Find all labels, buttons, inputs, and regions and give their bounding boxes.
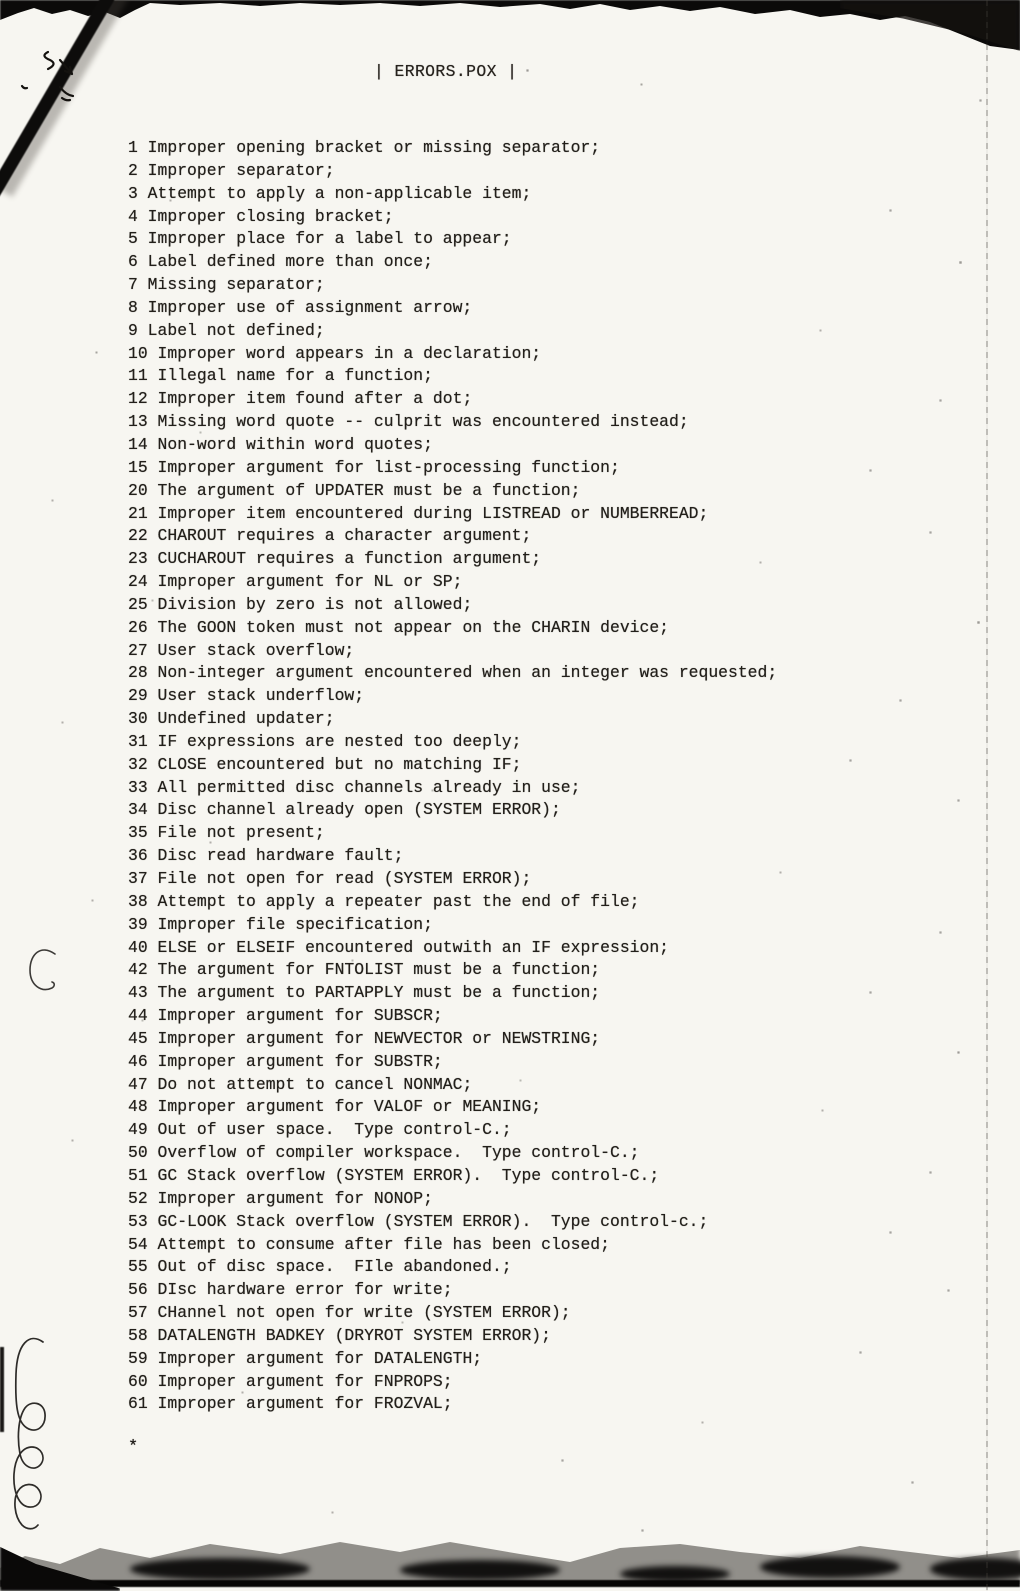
error-number: 14 [128,434,148,454]
scan-smudge [400,1560,560,1580]
error-text: Improper item encountered during LISTREAD or NUMBERREAD; [147,503,709,523]
error-number: 7 [128,275,138,295]
error-line [128,1256,888,1279]
error-text: Label not defined; [137,320,325,340]
error-line [128,137,888,160]
error-number: 57 [128,1303,148,1323]
error-line [128,685,888,708]
error-line [128,640,888,663]
error-number: 6 [128,252,138,272]
error-number: 29 [128,686,148,706]
error-text: DIsc hardware error for write; [147,1280,453,1300]
scan-smudge [620,1566,730,1582]
scan-smudge [130,1558,310,1580]
error-text: The argument of UPDATER must be a function; [147,480,581,500]
error-line [128,1028,888,1051]
error-text: Improper argument for SUBSCR; [147,1006,443,1026]
error-number: 25 [128,594,148,614]
error-number: 30 [128,709,148,729]
error-text: Improper argument for NONOP; [147,1188,433,1208]
error-line [128,1325,888,1348]
error-text: The argument to PARTAPPLY must be a function; [147,983,601,1003]
error-line [128,1051,888,1074]
error-line [128,183,888,206]
error-number: 11 [128,366,148,386]
error-text: Overflow of compiler workspace. Type control-C.; [147,1143,640,1163]
error-line [128,1005,888,1028]
error-line [128,799,888,822]
error-number: 59 [128,1348,148,1368]
error-text: ELSE or ELSEIF encountered outwith an IF expression; [147,937,669,957]
error-number: 27 [128,640,148,660]
error-number: 50 [128,1143,148,1163]
error-number: 20 [128,480,148,500]
error-text: Attempt to apply a repeater past the end of file; [147,891,640,911]
pen-scribbles-icon [15,40,105,110]
error-number: 15 [128,457,148,477]
error-number: 3 [128,183,138,203]
error-line [128,1096,888,1119]
error-line [128,1211,888,1234]
scan-artifact-left-edge [0,1347,4,1432]
error-text: Missing word quote -- culprit was encountered instead; [147,412,689,432]
error-number: 22 [128,526,148,546]
error-number: 45 [128,1028,148,1048]
error-text: Out of disc space. FIle abandoned.; [147,1257,512,1277]
error-text: Do not attempt to cancel NONMAC; [147,1074,473,1094]
error-number: 51 [128,1165,148,1185]
error-line [128,982,888,1005]
error-line [128,525,888,548]
error-line [128,594,888,617]
page-title: | ERRORS.POX | [374,62,518,81]
error-list [128,137,888,1416]
error-number: 31 [128,731,148,751]
error-text: Non-word within word quotes; [147,434,433,454]
error-number: 37 [128,869,148,888]
error-number: 5 [128,229,138,249]
error-number: 13 [128,412,148,432]
error-text: All permitted disc channels already in use; [147,777,581,797]
error-line [128,274,888,297]
error-number: 47 [128,1074,148,1094]
error-text: Improper argument for SUBSTR; [147,1051,443,1071]
error-line [128,1119,888,1142]
error-line [128,320,888,343]
error-number: 54 [128,1234,148,1254]
scan-smudge [760,1556,900,1578]
error-number: 10 [128,343,148,363]
error-text: Division by zero is not allowed; [147,594,473,614]
error-number: 39 [128,914,148,934]
scan-artifact-bottom-fuzz [0,1538,1020,1586]
error-line [128,1371,888,1394]
error-line [128,411,888,434]
error-text: Attempt to apply a non-applicable item; [137,183,532,203]
error-number: 4 [128,206,138,226]
error-text: Improper word appears in a declaration; [147,343,542,363]
error-text: Improper argument for DATALENGTH; [147,1348,483,1368]
error-text: Improper argument for FROZVAL; [147,1394,453,1414]
error-line [128,1142,888,1165]
pen-mark-c-icon [25,940,65,1000]
error-line [128,1165,888,1188]
error-number: 38 [128,891,148,911]
error-text: Missing separator; [137,275,325,295]
scan-smudge [930,1558,1020,1580]
error-text: File not present; [147,823,325,843]
error-line [128,1234,888,1257]
error-line [128,160,888,183]
error-number: 8 [128,297,138,317]
error-number: 40 [128,937,148,957]
error-line [128,480,888,503]
error-text: Improper argument for FNPROPS; [147,1371,453,1391]
error-number: 23 [128,549,148,569]
error-text: File not open for read (SYSTEM ERROR); [147,869,532,888]
error-number: 35 [128,823,148,843]
error-text: Improper use of assignment arrow; [137,297,473,317]
error-text: Improper closing bracket; [137,206,394,226]
error-text: Improper place for a label to appear; [137,229,512,249]
error-line [128,434,888,457]
error-text: Disc read hardware fault; [147,846,404,866]
error-text: Improper item found after a dot; [147,389,473,409]
error-number: 53 [128,1211,148,1231]
error-number: 1 [128,138,138,157]
error-text: Non-integer argument encountered when an integer was requested; [147,663,778,683]
error-text: Attempt to consume after file has been closed; [147,1234,610,1254]
error-number: 48 [128,1097,148,1117]
scan-artifact-top-edge [0,0,1020,52]
error-number: 12 [128,389,148,409]
error-text: The argument for FNTOLIST must be a function; [147,960,601,980]
error-text: Illegal name for a function; [147,366,433,386]
error-line [128,959,888,982]
error-text: GC Stack overflow (SYSTEM ERROR). Type control-C.; [147,1165,660,1185]
error-number: 42 [128,960,148,980]
error-line [128,1188,888,1211]
error-text: Improper file specification; [147,914,433,934]
error-number: 56 [128,1280,148,1300]
error-line [128,662,888,685]
error-number: 44 [128,1006,148,1026]
scan-artifact-bottom-left-corner [0,1542,120,1591]
error-line [128,845,888,868]
error-number: 9 [128,320,138,340]
error-text: User stack overflow; [147,640,355,660]
error-text: Improper separator; [137,160,335,180]
error-line [128,891,888,914]
error-text: Improper opening bracket or missing separator; [137,138,601,157]
error-text: CHannel not open for write (SYSTEM ERROR); [147,1303,571,1323]
error-text: IF expressions are nested too deeply; [147,731,522,751]
error-text: Disc channel already open (SYSTEM ERROR); [147,800,561,820]
error-text: Label defined more than once; [137,252,433,272]
error-line [128,708,888,731]
error-line [128,1074,888,1097]
error-number: 2 [128,160,138,180]
error-text: The GOON token must not appear on the CHARIN device; [147,617,669,637]
error-number: 46 [128,1051,148,1071]
error-text: CHAROUT requires a character argument; [147,526,532,546]
error-text: Improper argument for list-processing function; [147,457,620,477]
error-number: 36 [128,846,148,866]
error-number: 55 [128,1257,148,1277]
error-number: 60 [128,1371,148,1391]
scan-noise [0,0,1,1]
error-line [128,297,888,320]
error-number: 26 [128,617,148,637]
error-number: 32 [128,754,148,774]
error-text: User stack underflow; [147,686,365,706]
error-text: CLOSE encountered but no matching IF; [147,754,522,774]
error-line [128,503,888,526]
error-line [128,457,888,480]
error-text: GC-LOOK Stack overflow (SYSTEM ERROR). Type control-c.; [147,1211,709,1231]
error-line [128,571,888,594]
error-number: 21 [128,503,148,523]
error-text: Improper argument for NEWVECTOR or NEWSTRING; [147,1028,601,1048]
error-text: Undefined updater; [147,709,335,729]
error-line [128,822,888,845]
error-text: Out of user space. Type control-C.; [147,1120,512,1140]
error-number: 58 [128,1325,148,1345]
error-number: 33 [128,777,148,797]
paper-edge-line [986,0,988,1591]
error-text: CUCHAROUT requires a function argument; [147,549,542,569]
pen-doodle-spiral-icon [5,1330,75,1540]
error-line [128,1348,888,1371]
error-line [128,1279,888,1302]
error-number: 49 [128,1120,148,1140]
error-number: 28 [128,663,148,683]
error-number: 43 [128,983,148,1003]
error-line [128,617,888,640]
error-line [128,1393,888,1416]
error-line [128,365,888,388]
error-line [128,937,888,960]
error-number: 24 [128,572,148,592]
error-line [128,251,888,274]
error-line [128,206,888,229]
error-line [128,388,888,411]
footer-asterisk: * [128,1438,139,1457]
error-line [128,868,888,891]
error-number: 61 [128,1394,148,1414]
error-line [128,731,888,754]
error-line [128,228,888,251]
error-line [128,914,888,937]
scan-artifact-top-right-corner [840,0,1020,58]
error-line [128,777,888,800]
error-text: Improper argument for VALOF or MEANING; [147,1097,542,1117]
error-text: DATALENGTH BADKEY (DRYROT SYSTEM ERROR); [147,1325,551,1345]
scan-artifact-bottom-edge [0,1580,1020,1587]
error-text: Improper argument for NL or SP; [147,572,463,592]
error-line [128,1302,888,1325]
error-line [128,754,888,777]
error-line [128,343,888,366]
error-number: 52 [128,1188,148,1208]
error-line [128,548,888,571]
error-number: 34 [128,800,148,820]
